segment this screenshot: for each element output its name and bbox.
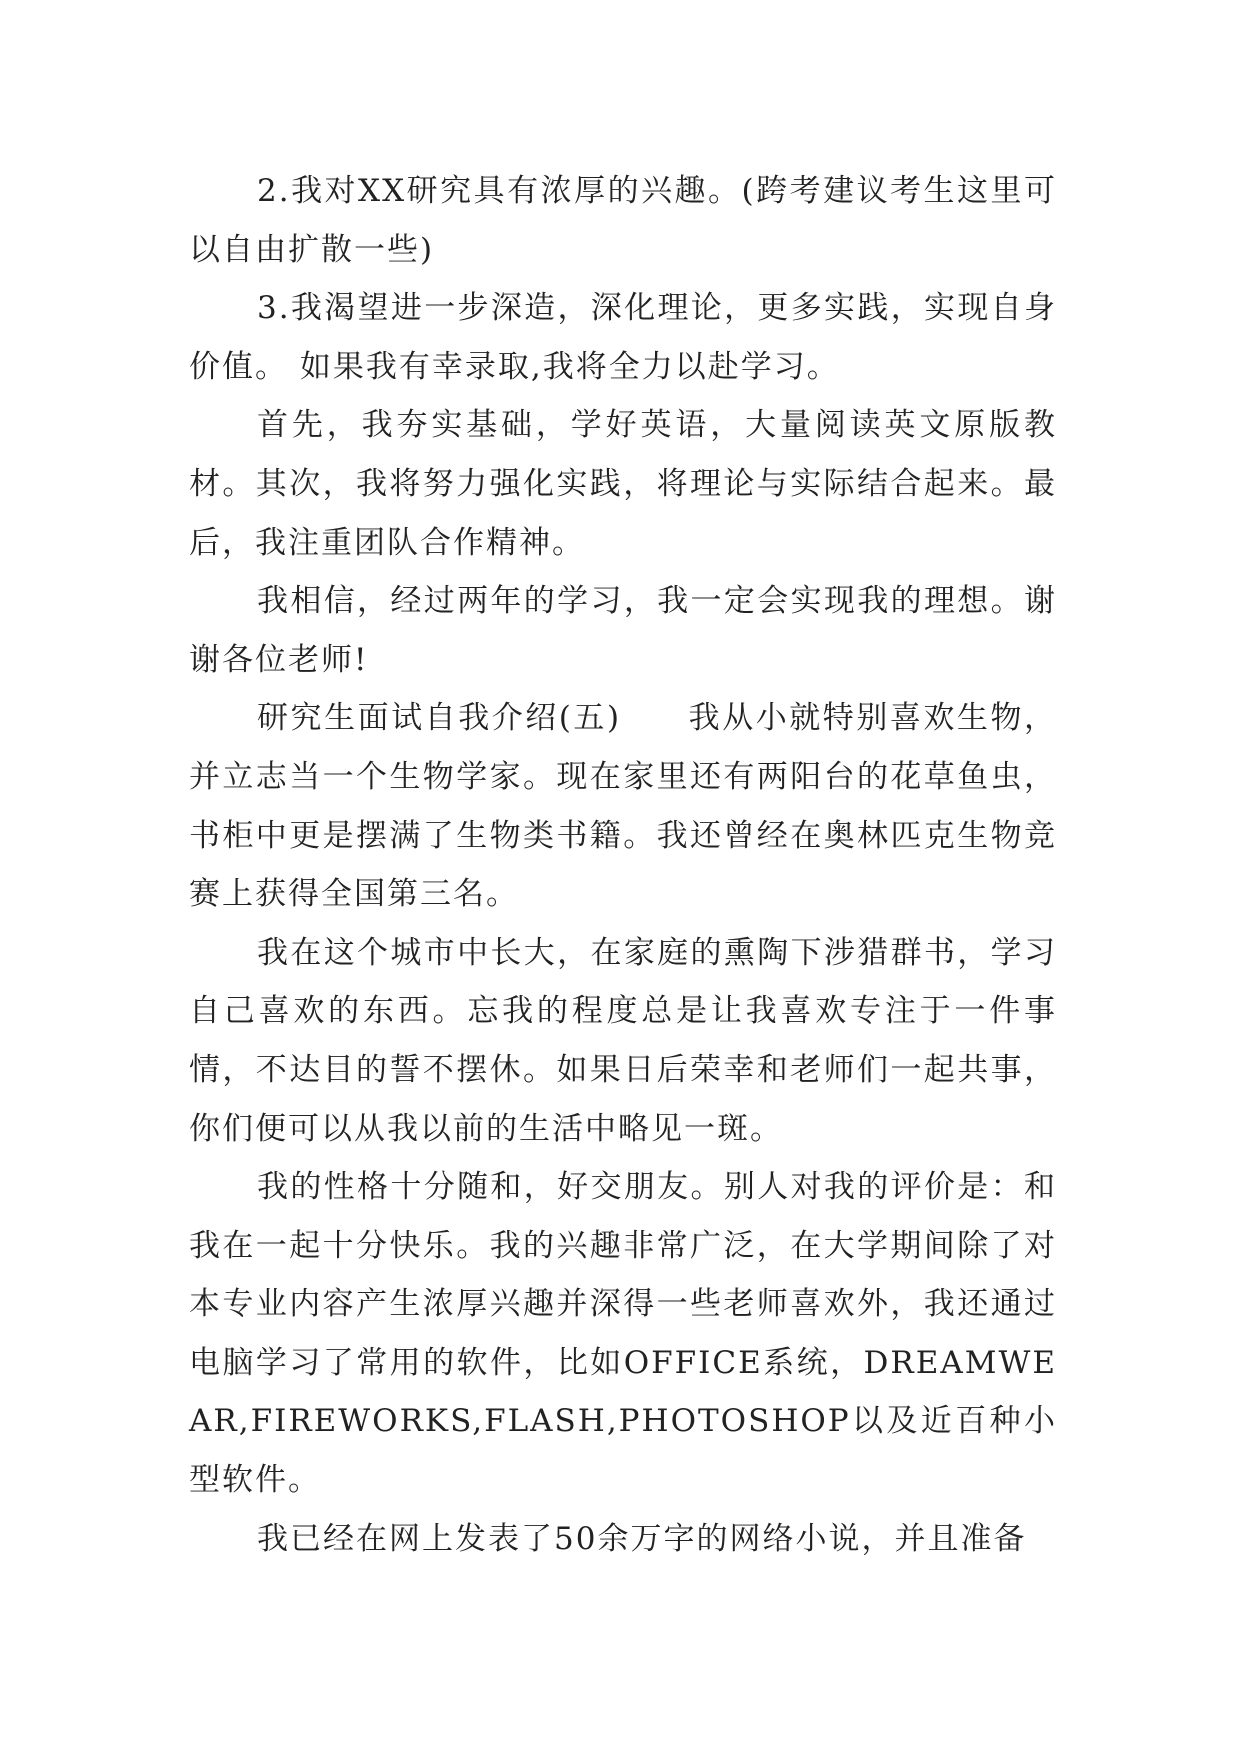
paragraph-1: 2.我对XX研究具有浓厚的兴趣。(跨考建议考生这里可以自由扩散一些) [189,173,1057,268]
paragraph-7: 我的性格十分随和，好交朋友。别人对我的评价是：和我在一起十分快乐。我的兴趣非常广泛，在大学期间除了对本专业内容产生浓厚兴趣并深得一些老师喜欢外，我还通过电脑学习了常用的软件，比如OFFICE系统，DREAMWEAR,FIREWORKS,FLASH,PHOTOSHOP以及近百种小型软件。 [189,1169,1057,1499]
document-body [189,162,1057,1568]
paragraph-3: 首先，我夯实基础，学好英语，大量阅读英文原版教材。其次，我将努力强化实践，将理论与实际结合起来。最后，我注重团队合作精神。 [189,407,1057,561]
paragraph-8: 我已经在网上发表了50余万字的网络小说，并且准备 [257,1520,1027,1557]
paragraph-2: 3.我渴望进一步深造，深化理论，更多实践，实现自身价值。 如果我有幸录取,我将全力以赴学习。 [189,290,1057,385]
paragraph-5: 研究生面试自我介绍(五) 我从小就特别喜欢生物，并立志当一个生物学家。现在家里还有两阳台的花草鱼虫，书柜中更是摆满了生物类书籍。我还曾经在奥林匹克生物竞赛上获得全国第三名。 [189,700,1057,913]
paragraph-4: 我相信，经过两年的学习，我一定会实现我的理想。谢谢各位老师! [189,583,1057,678]
paragraph-6: 我在这个城市中长大，在家庭的熏陶下涉猎群书，学习自己喜欢的东西。忘我的程度总是让我喜欢专注于一件事情，不达目的誓不摆休。如果日后荣幸和老师们一起共事，你们便可以从我以前的生活中略见一斑。 [189,934,1057,1147]
